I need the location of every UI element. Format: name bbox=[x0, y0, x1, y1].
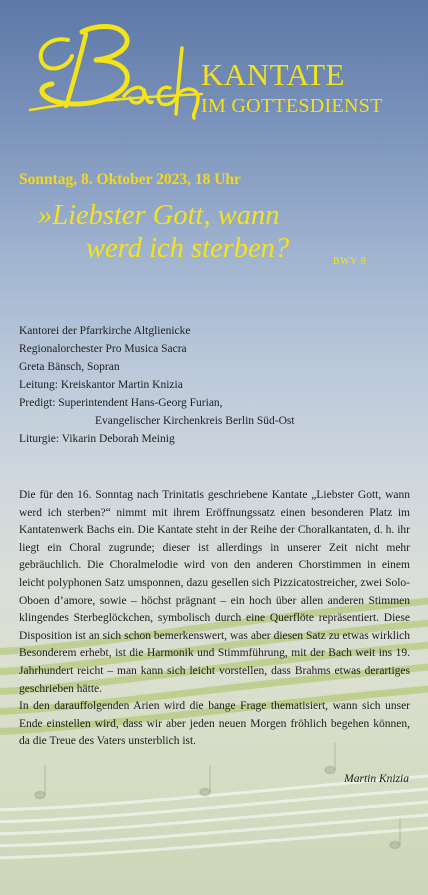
credit-line: Regionalorchester Pro Musica Sacra bbox=[19, 343, 187, 355]
credit-line: Kantorei der Pfarrkirche Altglienicke bbox=[19, 325, 191, 337]
header-subtitle: IM GOTTESDIENST bbox=[201, 95, 383, 117]
bach-signature-icon bbox=[22, 18, 207, 128]
author-signature: Martin Knizia bbox=[344, 773, 409, 785]
bwv-number: BWV 8 bbox=[333, 256, 367, 267]
cantata-title-line-2: werd ich sterben? bbox=[86, 233, 290, 264]
credit-line: Predigt: Superintendent Hans-Georg Furian, bbox=[19, 397, 223, 409]
description-paragraph-1: Die für den 16. Sonntag nach Trinitatis geschriebene Kantate „Liebster Gott, wann werd ich sterben?“ nimmt mit ihrem Eröffnungssatz einen besonderen Platz im Kantatenwerk Bachs ein. Die Kantate steht in der Reihe der Choralkantaten, d. h. ihr liegt ein Choral zugrunde; dieser ist allerdings in unserer Zeit nicht mehr gebräuchlich. Die Choralmelodie wird von den anderen Chorstimmen in einem leicht polyphonen Satz umsponnen, dazu gesellen sich Pizzicatostreicher, zwei Solo-Oboen d’amore, sowie – höchst prägnant – ein hoch über allen anderen Stimmen klingendes Sterbeglöckchen, symbolisch durch eine Querflöte repräsentiert. Diese Disposition ist an sich schon bemerkenswert, was aber diesen Satz zu etwas wirklich Besonderem erhebt, ist die Harmonik und Stimmführung, mit der Bach weit ins 19. Jahrhundert reicht – man kann sich leicht vorstellen, dass Brahms etwas derartiges geschrieben hätte. bbox=[19, 489, 410, 695]
cantata-title-line-1: »Liebster Gott, wann bbox=[38, 200, 280, 231]
cantata-title bbox=[38, 199, 368, 265]
credit-line: Liturgie: Vikarin Deborah Meinig bbox=[19, 433, 175, 445]
credit-line: Greta Bänsch, Sopran bbox=[19, 361, 120, 373]
credit-line: Evangelischer Kirchenkreis Berlin Süd-Ost bbox=[95, 415, 295, 427]
header-title: KANTATE bbox=[201, 57, 345, 92]
cantata-description bbox=[19, 487, 410, 751]
event-date: Sonntag, 8. Oktober 2023, 18 Uhr bbox=[19, 171, 241, 188]
performer-credits bbox=[19, 322, 295, 448]
description-paragraph-2: In den darauffolgenden Arien wird die bange Frage thematisiert, wann sich unser Ende einstellen wird, dass wir aber jeden neuen Morgen fröhlich begehen können, da die Treue des Vaters unsterblich ist. bbox=[19, 700, 410, 748]
credit-line: Leitung: Kreiskantor Martin Knizia bbox=[19, 379, 183, 391]
